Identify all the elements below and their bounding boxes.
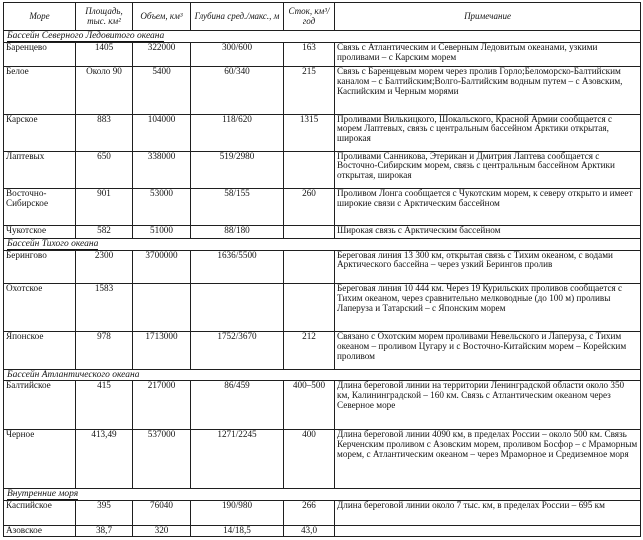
table-row bbox=[4, 188, 641, 225]
cell-sea: Охотское bbox=[4, 284, 76, 331]
header-note: Примечание bbox=[335, 3, 641, 31]
cell-note: Береговая линия 10 444 км. Через 19 Курильских проливов сообщается с Тихим океаном, через сравнительно мелководные (до 100 м) проливы Лаперуза и Татарский – с Японским морем bbox=[335, 284, 641, 331]
table-row bbox=[4, 114, 641, 151]
cell-depth: 86/459 bbox=[191, 381, 284, 429]
cell-sea: Карское bbox=[4, 114, 76, 151]
cell-area: 413,49 bbox=[76, 429, 133, 489]
cell-area: 415 bbox=[76, 381, 133, 429]
cell-runoff: 260 bbox=[284, 188, 335, 225]
cell-volume bbox=[133, 284, 191, 331]
cell-sea: Балтийское bbox=[4, 381, 76, 429]
cell-sea: Берингово bbox=[4, 250, 76, 284]
cell-depth bbox=[191, 284, 284, 331]
cell-area: 883 bbox=[76, 114, 133, 151]
cell-area: 978 bbox=[76, 331, 133, 369]
header-volume: Объем, км³ bbox=[133, 3, 191, 31]
cell-sea: Лаптевых bbox=[4, 151, 76, 188]
section-title: Внутренние моря bbox=[4, 489, 641, 501]
cell-volume: 5400 bbox=[133, 67, 191, 114]
header-row bbox=[4, 3, 641, 31]
cell-note: Длина береговой линии около 7 тыс. км, в пределах России – 695 км bbox=[335, 500, 641, 525]
cell-runoff bbox=[284, 250, 335, 284]
cell-area: 901 bbox=[76, 188, 133, 225]
cell-depth: 14/18,5 bbox=[191, 525, 284, 536]
cell-area: 1405 bbox=[76, 42, 133, 67]
cell-volume: 104000 bbox=[133, 114, 191, 151]
section-row bbox=[4, 31, 641, 43]
table-row bbox=[4, 284, 641, 331]
header-area: Площадь, тыс. км² bbox=[76, 3, 133, 31]
header-depth: Глубина сред./макс., м bbox=[191, 3, 284, 31]
cell-volume: 3700000 bbox=[133, 250, 191, 284]
cell-depth: 1752/3670 bbox=[191, 331, 284, 369]
cell-volume: 51000 bbox=[133, 225, 191, 238]
cell-note: Проливами Санникова, Этерикан и Дмитрия Лаптева сообщается с Восточно-Сибирским морем, связь с центральным бассейном Арктики открытая, широкая bbox=[335, 151, 641, 188]
cell-note: Береговая линия 13 300 км, открытая связь с Тихим океаном, с водами Арктического бассейна – через узкий Берингов пролив bbox=[335, 250, 641, 284]
table-row bbox=[4, 525, 641, 536]
cell-sea: Азовское bbox=[4, 525, 76, 536]
cell-depth: 60/340 bbox=[191, 67, 284, 114]
cell-depth: 300/600 bbox=[191, 42, 284, 67]
cell-runoff: 1315 bbox=[284, 114, 335, 151]
cell-runoff: 215 bbox=[284, 67, 335, 114]
cell-runoff: 163 bbox=[284, 42, 335, 67]
section-title: Бассейн Тихого океана bbox=[4, 238, 641, 250]
cell-volume: 338000 bbox=[133, 151, 191, 188]
cell-area: 2300 bbox=[76, 250, 133, 284]
cell-volume: 322000 bbox=[133, 42, 191, 67]
section-row bbox=[4, 489, 641, 501]
cell-depth: 519/2980 bbox=[191, 151, 284, 188]
cell-volume: 53000 bbox=[133, 188, 191, 225]
cell-note: Длина береговой линии на территории Ленинградской области около 350 км, Калининградской – 160 км. Связь с Атлантическим океаном через Северное море bbox=[335, 381, 641, 429]
cell-depth: 1636/5500 bbox=[191, 250, 284, 284]
table-row bbox=[4, 67, 641, 114]
table-row bbox=[4, 331, 641, 369]
table-row bbox=[4, 500, 641, 525]
cell-runoff: 400 bbox=[284, 429, 335, 489]
cell-runoff: 266 bbox=[284, 500, 335, 525]
cell-volume: 537000 bbox=[133, 429, 191, 489]
cell-sea: Каспийское bbox=[4, 500, 76, 525]
table-row bbox=[4, 429, 641, 489]
cell-note: Связано с Охотским морем проливами Невельского и Лаперуза, с Тихим океаном – проливом Цугару и с Восточно-Китайским морем – Корейским проливом bbox=[335, 331, 641, 369]
cell-sea: Баренцево bbox=[4, 42, 76, 67]
header-runoff: Сток, км³/год bbox=[284, 3, 335, 31]
cell-note bbox=[335, 525, 641, 536]
cell-sea: Черное bbox=[4, 429, 76, 489]
table-row bbox=[4, 250, 641, 284]
cell-depth: 118/620 bbox=[191, 114, 284, 151]
table-row bbox=[4, 151, 641, 188]
cell-sea: Белое bbox=[4, 67, 76, 114]
cell-sea: Чукотское bbox=[4, 225, 76, 238]
cell-runoff bbox=[284, 284, 335, 331]
cell-note: Длина береговой линии 4090 км, в пределах России – около 500 км. Связь Керченским проливом с Азовским морем, проливом Босфор – с Мраморным морем, с Атлантическим океаном – через Мраморное и Средиземное моря bbox=[335, 429, 641, 489]
cell-runoff: 212 bbox=[284, 331, 335, 369]
cell-area: Около 90 bbox=[76, 67, 133, 114]
cell-area: 395 bbox=[76, 500, 133, 525]
cell-note: Широкая связь с Арктическим бассейном bbox=[335, 225, 641, 238]
section-row bbox=[4, 238, 641, 250]
cell-volume: 1713000 bbox=[133, 331, 191, 369]
cell-area: 38,7 bbox=[76, 525, 133, 536]
cell-sea: Японское bbox=[4, 331, 76, 369]
table-row bbox=[4, 225, 641, 238]
cell-note: Связь с Баренцевым морем через пролив Горло;Беломорско-Балтийским каналом – с Балтийским;Волго-Балтийским водным путем – с Азовским, Каспийским и Черным морями bbox=[335, 67, 641, 114]
section-title: Бассейн Атлантического океана bbox=[4, 369, 641, 381]
cell-depth: 58/155 bbox=[191, 188, 284, 225]
table-row bbox=[4, 42, 641, 67]
cell-runoff: 43,0 bbox=[284, 525, 335, 536]
cell-depth: 88/180 bbox=[191, 225, 284, 238]
cell-runoff: 400–500 bbox=[284, 381, 335, 429]
cell-note: Связь с Атлантическим и Северным Ледовитым океанами, узкими проливами – с Карским морем bbox=[335, 42, 641, 67]
cell-volume: 76040 bbox=[133, 500, 191, 525]
cell-sea: Восточно-Сибирское bbox=[4, 188, 76, 225]
cell-volume: 320 bbox=[133, 525, 191, 536]
cell-volume: 217000 bbox=[133, 381, 191, 429]
cell-depth: 190/980 bbox=[191, 500, 284, 525]
seas-table bbox=[3, 2, 641, 537]
section-title: Бассейн Северного Ледовитого океана bbox=[4, 31, 641, 43]
cell-note: Проливами Вилькицкого, Шокальского, Красной Армии сообщается с морем Лаптевых, связь с центральным бассейном Арктики открытая, широкая bbox=[335, 114, 641, 151]
cell-runoff bbox=[284, 151, 335, 188]
cell-runoff bbox=[284, 225, 335, 238]
cell-area: 1583 bbox=[76, 284, 133, 331]
cell-depth: 1271/2245 bbox=[191, 429, 284, 489]
cell-area: 650 bbox=[76, 151, 133, 188]
cell-area: 582 bbox=[76, 225, 133, 238]
table-row bbox=[4, 381, 641, 429]
section-row bbox=[4, 369, 641, 381]
header-sea: Море bbox=[4, 3, 76, 31]
cell-note: Проливом Лонга сообщается с Чукотским морем, к северу открыто и имеет широкие связи с Арктическим бассейном bbox=[335, 188, 641, 225]
